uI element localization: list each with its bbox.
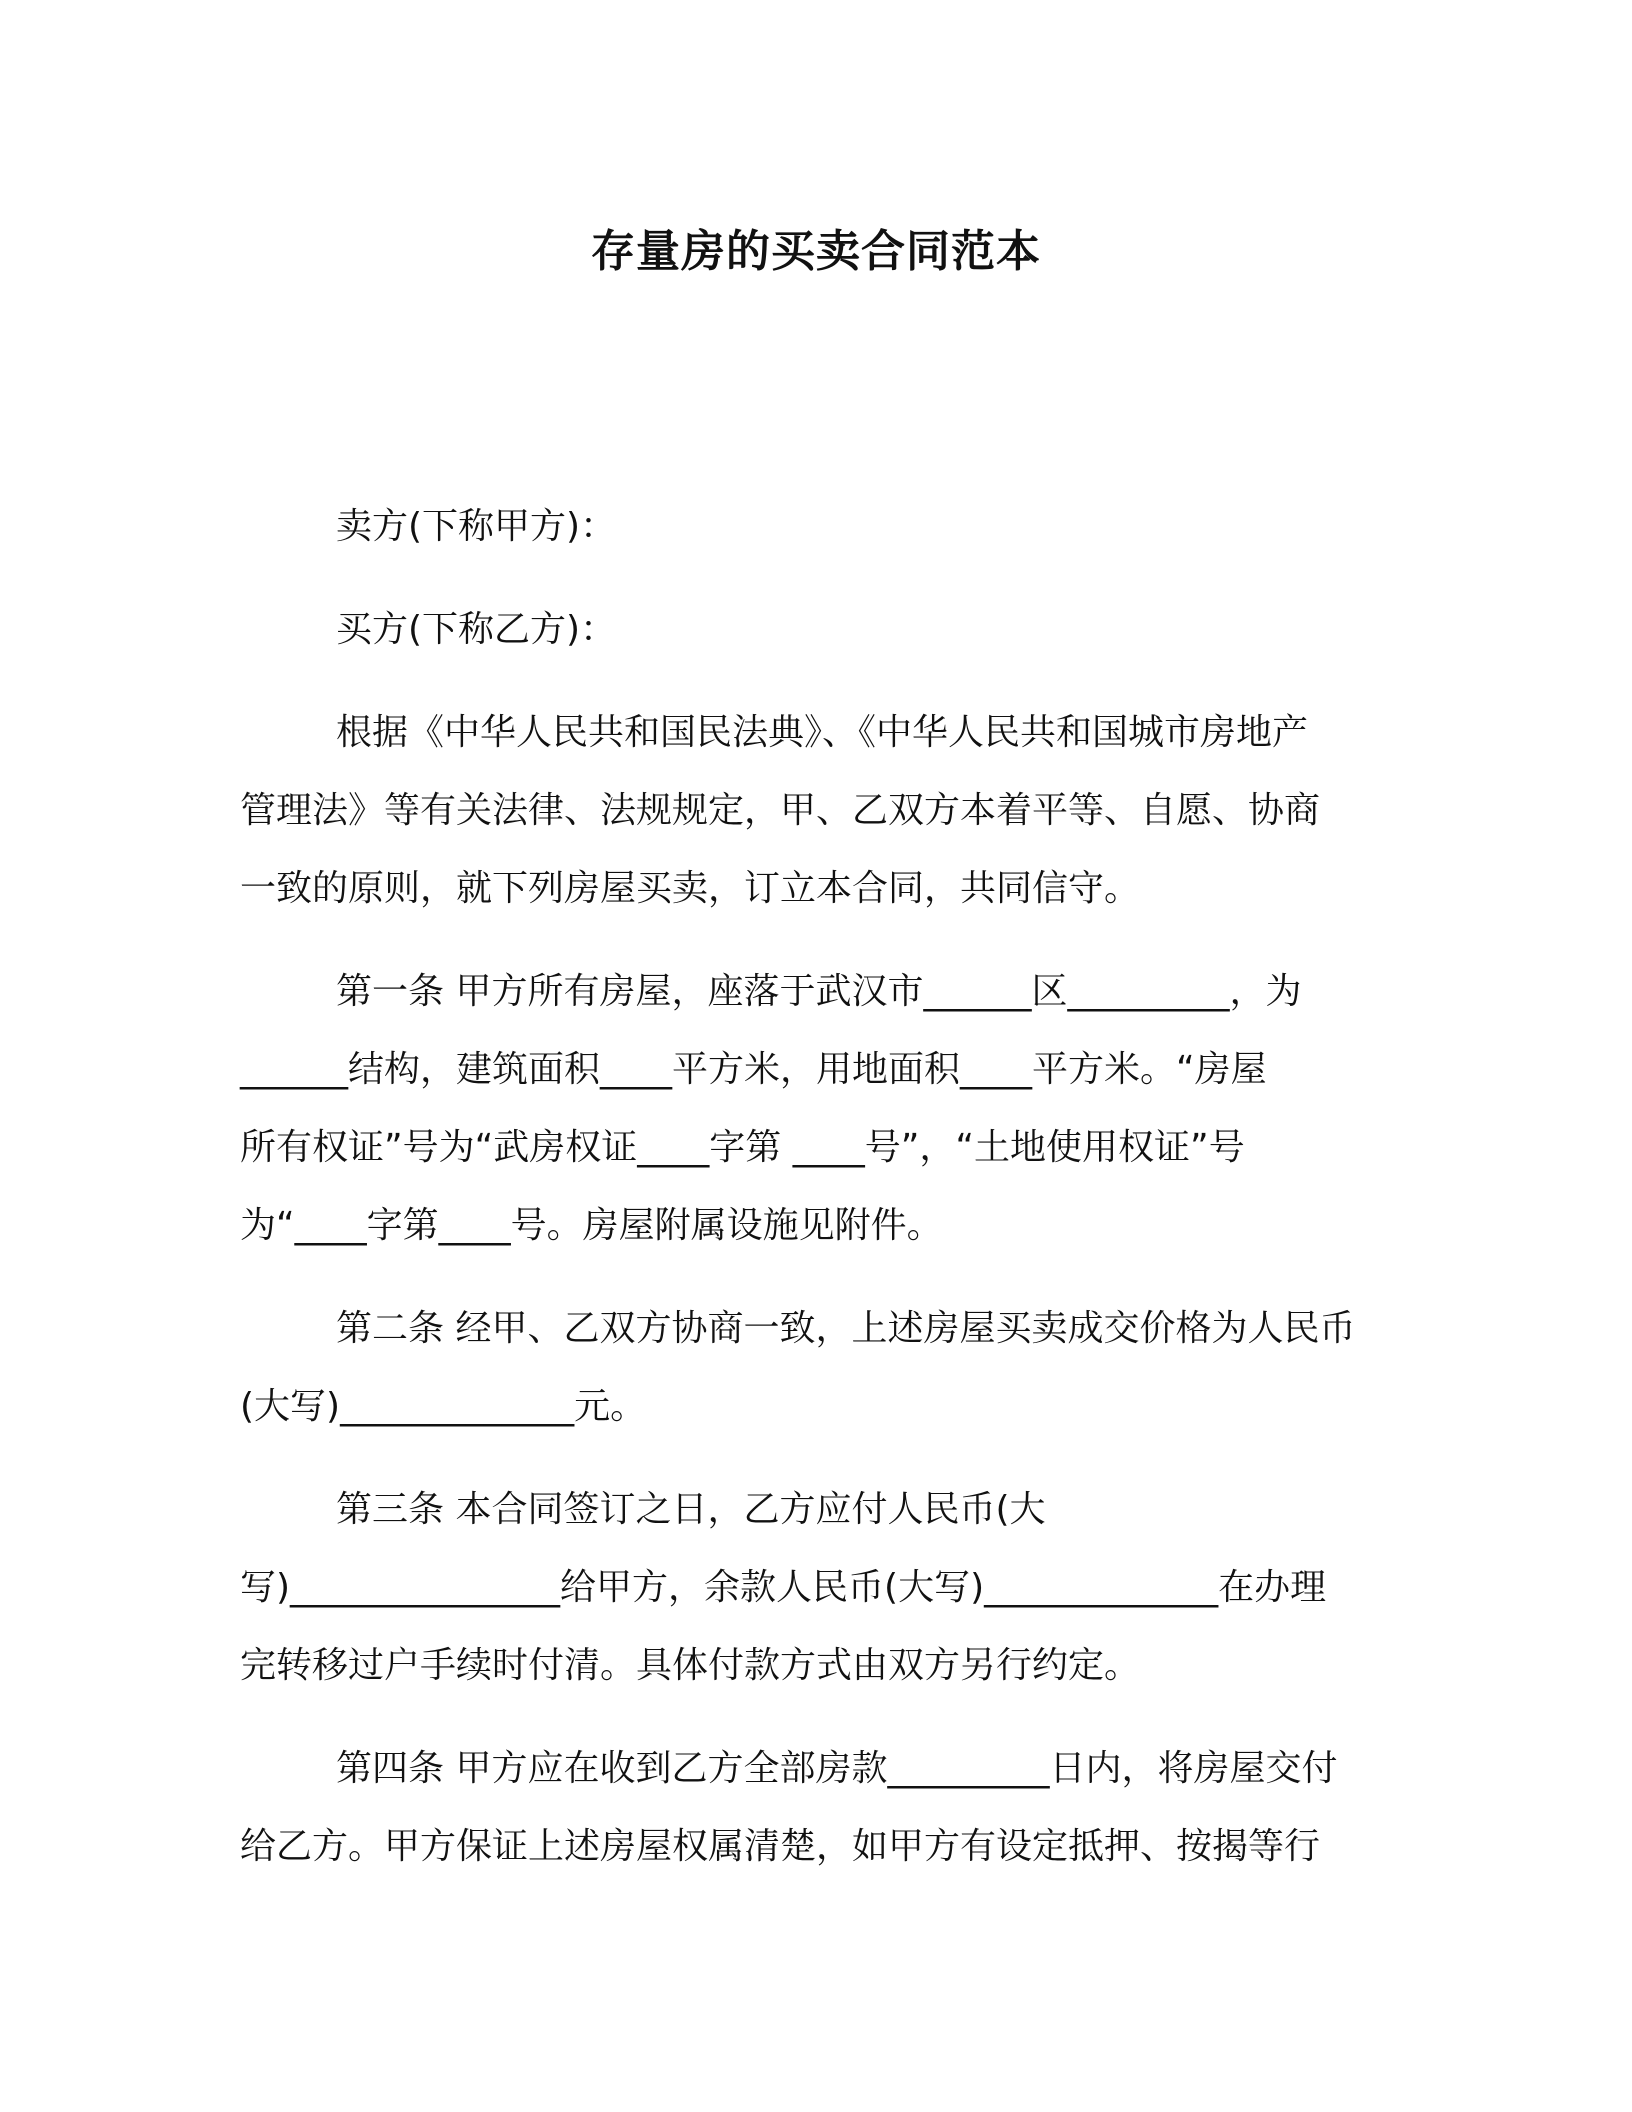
article-2 [240, 1290, 1400, 1446]
preamble-line-1: 根据《中华人民共和国民法典》、《中华人民共和国城市房地产 [336, 712, 1309, 753]
preamble-paragraph [240, 694, 1400, 928]
buyer-line [240, 591, 1400, 669]
article-4 [240, 1730, 1400, 1886]
article-1-line-2: ______结构，建筑面积____平方米，用地面积____平方米。“房屋 [240, 1049, 1267, 1090]
seller-label: 卖方(下称甲方)： [336, 506, 617, 547]
article-3-line-1: 第三条 本合同签订之日，乙方应付人民币(大 [336, 1489, 1046, 1530]
article-1-line-4: 为“____字第____号。房屋附属设施见附件。 [240, 1205, 943, 1246]
article-2-line-2: (大写)_____________元。 [240, 1386, 647, 1427]
article-3 [240, 1471, 1400, 1705]
article-4-line-2: 给乙方。甲方保证上述房屋权属清楚，如甲方有设定抵押、按揭等行 [240, 1826, 1321, 1867]
document-body [240, 488, 1400, 1911]
preamble-line-3: 一致的原则，就下列房屋买卖，订立本合同，共同信守。 [240, 868, 1141, 909]
article-1-line-3: 所有权证”号为“武房权证____字第 ____号”，“土地使用权证”号 [240, 1127, 1245, 1168]
article-1-line-1: 第一条 甲方所有房屋，座落于武汉市______区_________，为 [336, 971, 1302, 1012]
article-3-line-3: 完转移过户手续时付清。具体付款方式由双方另行约定。 [240, 1645, 1141, 1686]
article-2-line-1: 第二条 经甲、乙双方协商一致，上述房屋买卖成交价格为人民币 [336, 1308, 1356, 1349]
buyer-label: 买方(下称乙方)： [336, 609, 617, 650]
preamble-line-2: 管理法》等有关法律、法规规定，甲、乙双方本着平等、自愿、协商 [240, 790, 1321, 831]
article-3-line-2: 写)_______________给甲方，余款人民币(大写)_____________在办理 [240, 1567, 1327, 1608]
seller-line [240, 488, 1400, 566]
article-4-line-1: 第四条 甲方应在收到乙方全部房款_________日内，将房屋交付 [336, 1748, 1338, 1789]
article-1 [240, 953, 1400, 1265]
document-title: 存量房的买卖合同范本 [591, 226, 1041, 277]
